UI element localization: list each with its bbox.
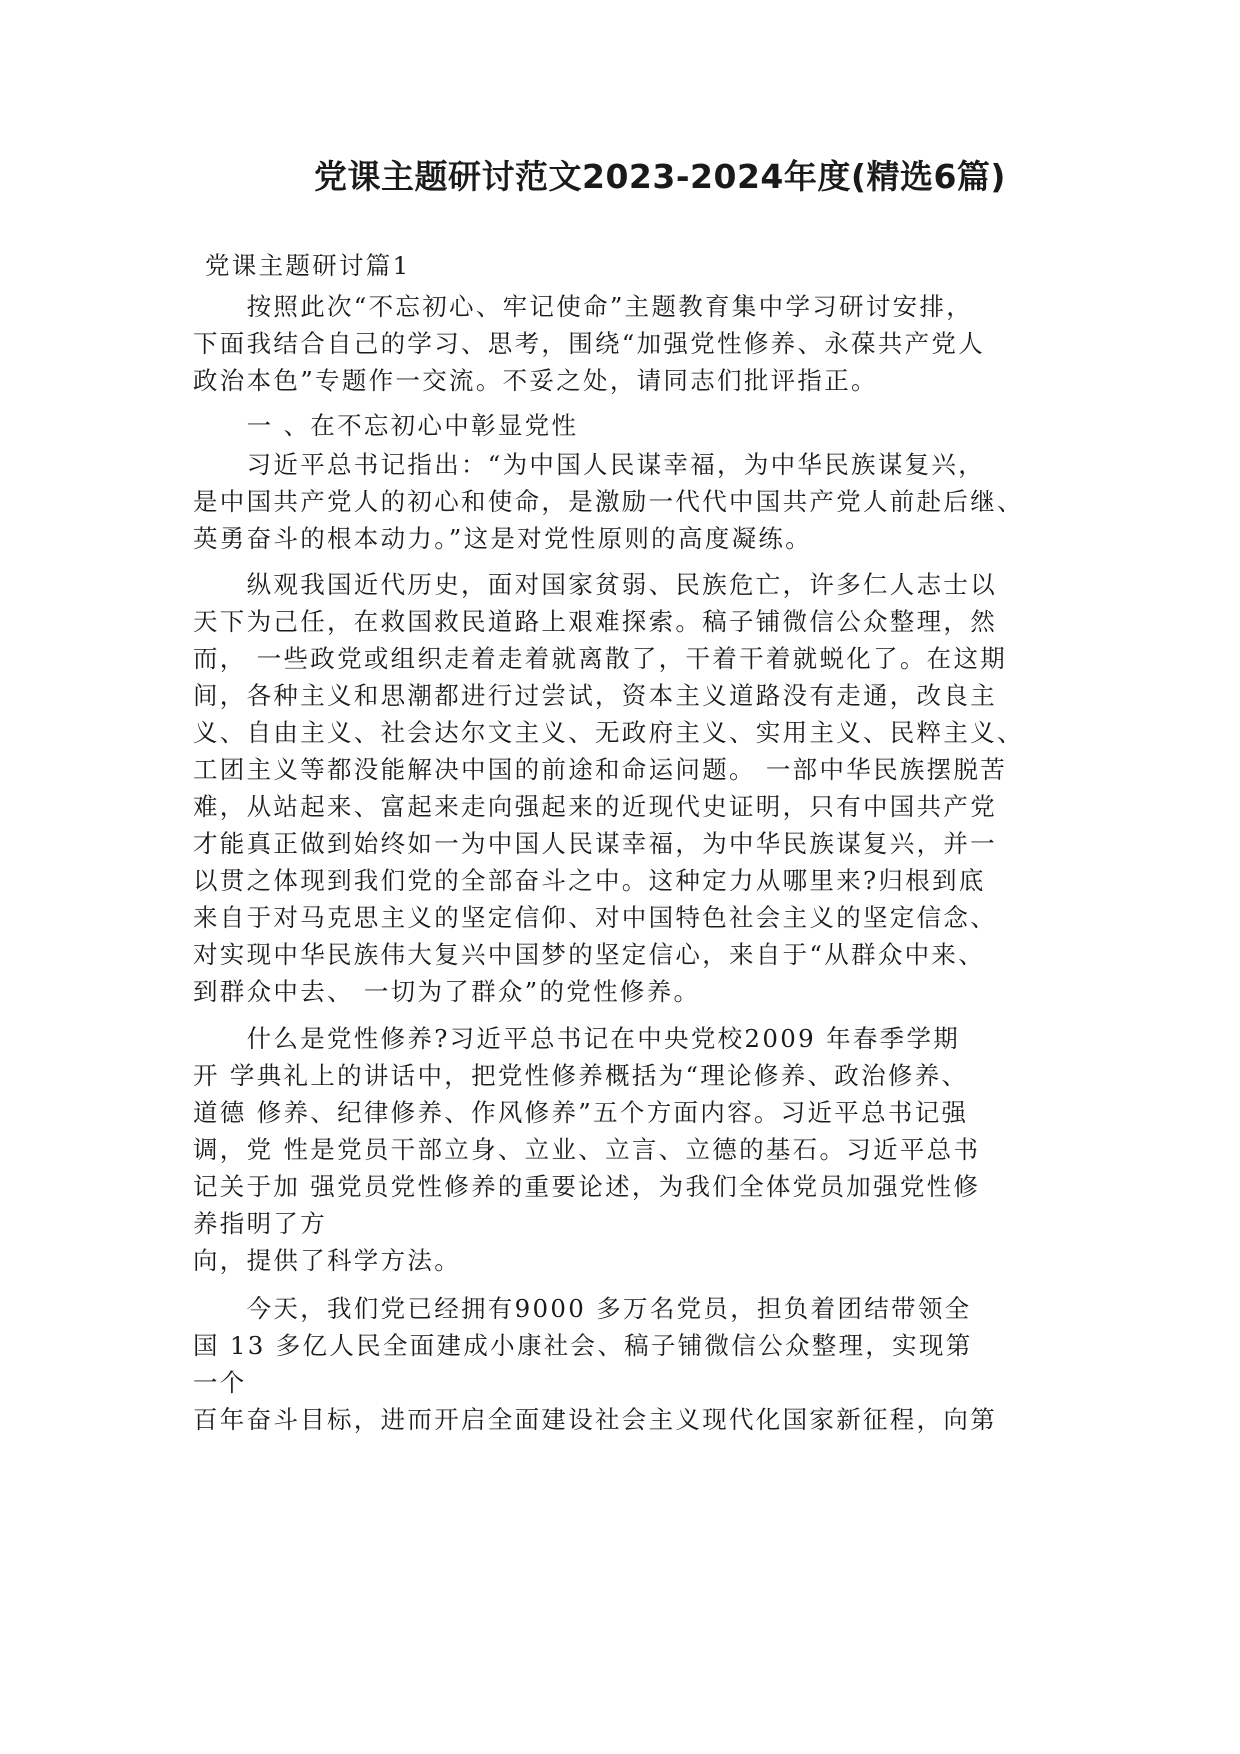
paragraph-cultivation xyxy=(193,1020,1083,1279)
text-line: 是中国共产党人的初心和使命，是激励一代代中国共产党人前赴后继、 xyxy=(193,487,1024,516)
text-line: 才能真正做到始终如一为中国人民谋幸福，为中华民族谋复兴，并一 xyxy=(193,829,997,858)
text-line: 下面我结合自己的学习、思考，围绕“加强党性修养、永葆共产党人 xyxy=(193,329,986,358)
paragraph-intro xyxy=(193,288,1083,399)
text-line: 开 学典礼上的讲话中，把党性修养概括为“理论修养、政治修养、 xyxy=(193,1061,969,1090)
text-line: 养指明了方 xyxy=(193,1209,327,1238)
text-line: 工团主义等都没能解决中国的前途和命运问题。 一部中华民族摆脱苦 xyxy=(193,755,1008,784)
text-line: 难，从站起来、富起来走向强起来的近现代史证明，只有中国共产党 xyxy=(193,792,997,821)
text-line: 向，提供了科学方法。 xyxy=(193,1246,461,1275)
text-line: 以贯之体现到我们党的全部奋斗之中。这种定力从哪里来?归根到底 xyxy=(193,866,986,895)
text-line: 而， 一些政党或组织走着走着就离散了，干着干着就蜕化了。在这期 xyxy=(193,644,1008,673)
text-line: 义、自由主义、社会达尔文主义、无政府主义、实用主义、民粹主义、 xyxy=(193,718,1024,747)
text-line: 一 、在不忘初心中彰显党性 xyxy=(193,411,579,440)
text-line: 来自于对马克思主义的坚定信仰、对中国特色社会主义的坚定信念、 xyxy=(193,903,997,932)
text-line: 天下为己任，在救国救民道路上艰难探索。稿子铺微信公众整理，然 xyxy=(193,607,997,636)
text-line: 间，各种主义和思潮都进行过尝试，资本主义道路没有走通，改良主 xyxy=(193,681,997,710)
text-line: 到群众中去、 一切为了群众”的党性修养。 xyxy=(193,977,701,1006)
text-line: 百年奋斗目标，进而开启全面建设社会主义现代化国家新征程，向第 xyxy=(193,1405,997,1434)
paragraph-quote xyxy=(193,446,1083,557)
text-line: 纵观我国近代历史，面对国家贫弱、民族危亡，许多仁人志士以 xyxy=(193,570,997,599)
text-line: 调，党 性是党员干部立身、立业、立言、立德的基石。习近平总书 xyxy=(193,1135,981,1164)
paragraph-history xyxy=(193,566,1083,1010)
text-line: 对实现中华民族伟大复兴中国梦的坚定信心，来自于“从群众中来、 xyxy=(193,940,986,969)
text-line: 什么是党性修养?习近平总书记在中央党校2009 年春季学期 xyxy=(193,1024,961,1053)
subheading-1 xyxy=(193,407,1083,444)
text-line: 习近平总书记指出：“为中国人民谋幸福，为中华民族谋复兴， xyxy=(193,450,986,479)
text-line: 政治本色”专题作一交流。不妥之处，请同志们批评指正。 xyxy=(193,366,878,395)
text-line: 今天，我们党已经拥有9000 多万名党员，担负着团结带领全 xyxy=(193,1294,972,1323)
text-line: 国 13 多亿人民全面建成小康社会、稿子铺微信公众整理，实现第 xyxy=(193,1331,973,1360)
text-line: 记关于加 强党员党性修养的重要论述，为我们全体党员加强党性修 xyxy=(193,1172,981,1201)
text-line: 道德 修养、纪律修养、作风修养”五个方面内容。习近平总书记强 xyxy=(193,1098,969,1127)
text-line: 一个 xyxy=(193,1368,247,1397)
document-title: 党课主题研讨范文2023-2024年度(精选6篇) xyxy=(313,157,1006,196)
text-line: 英勇奋斗的根本动力。”这是对党性原则的高度凝练。 xyxy=(193,524,812,553)
text-line: 按照此次“不忘初心、牢记使命”主题教育集中学习研讨安排， xyxy=(193,292,974,321)
section-heading: 党课主题研讨篇1 xyxy=(205,251,411,280)
paragraph-today xyxy=(193,1290,1083,1438)
